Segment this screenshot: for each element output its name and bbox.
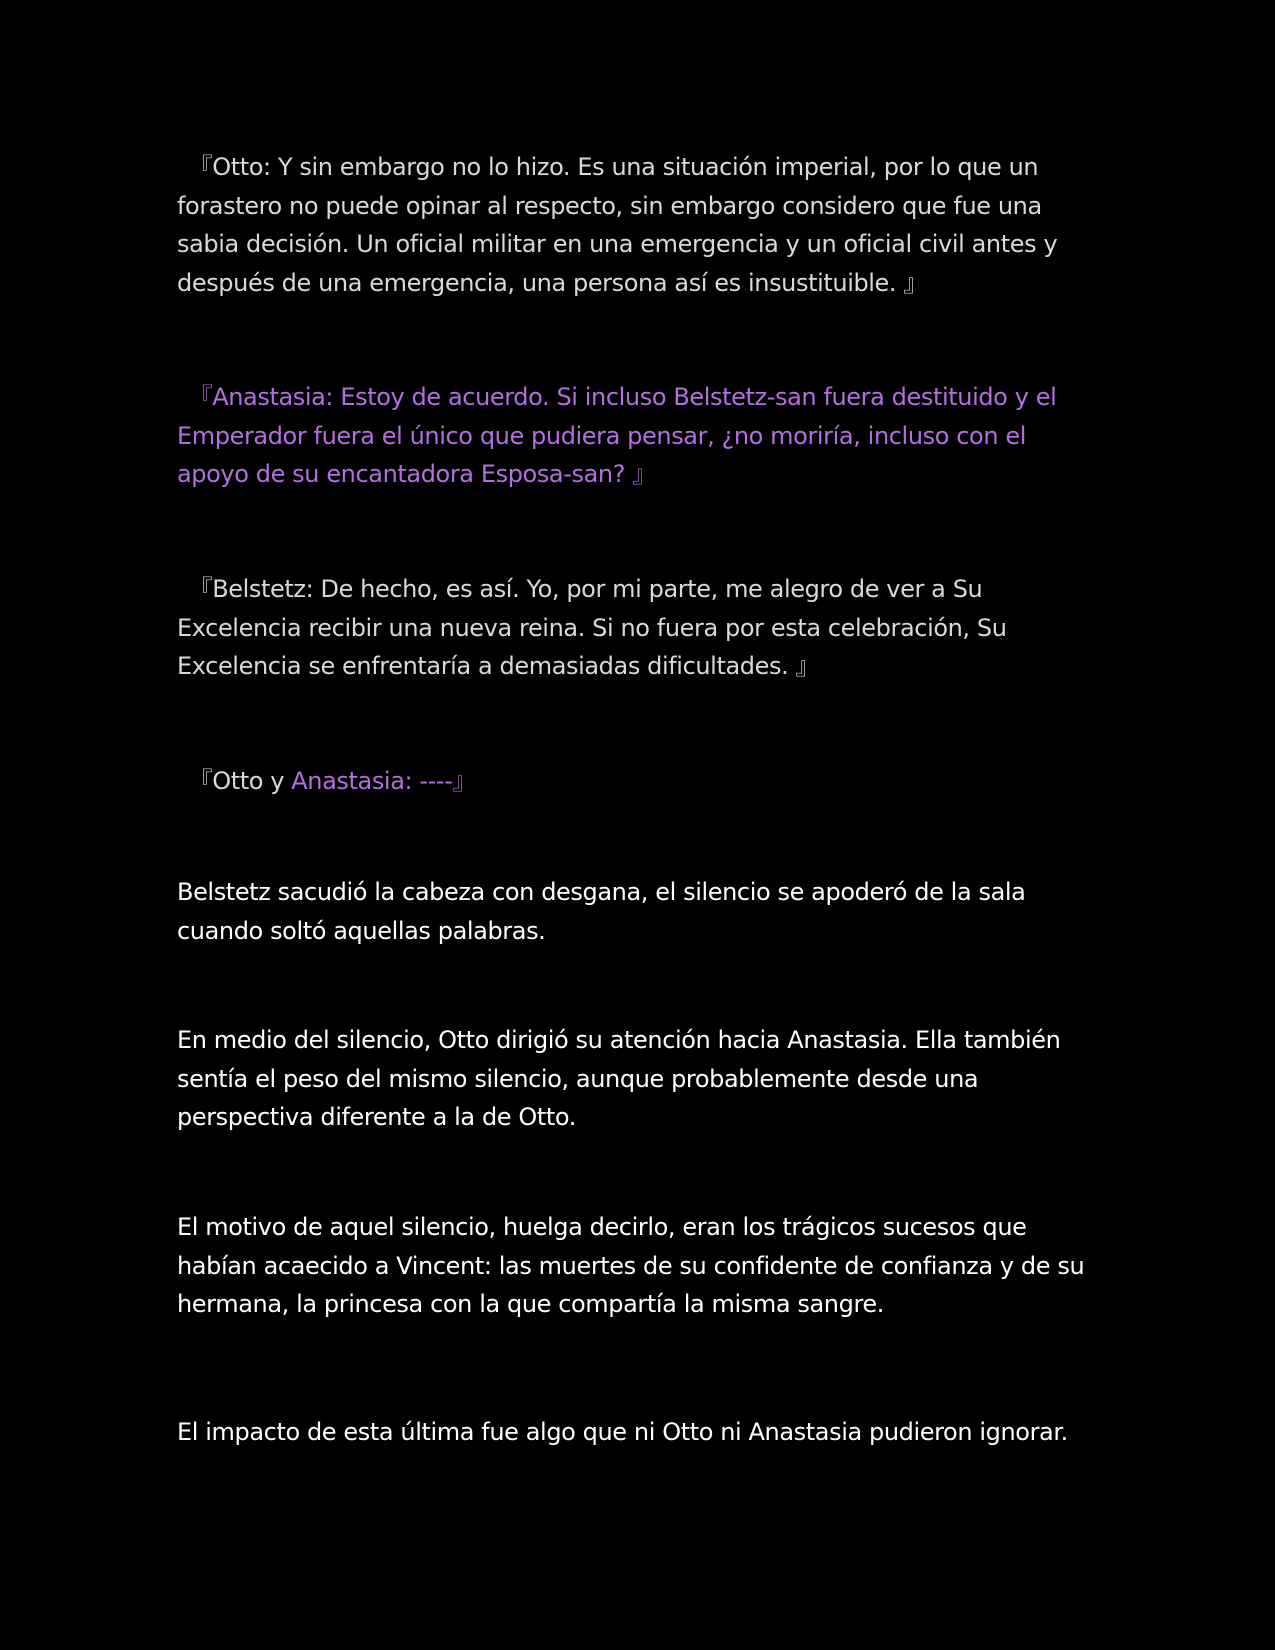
dialogue-joint-prefix: 『Otto y xyxy=(177,767,292,795)
narration-paragraph: El impacto de esta última fue algo que ni Otto ni Anastasia pudieron ignorar. xyxy=(177,1418,1068,1446)
narration-paragraph: El motivo de aquel silencio, huelga decirlo, eran los trágicos sucesos que habían acaecido a Vincent: las muertes de su confidente de confianza y de su hermana, la princesa con la que compartía la misma sangre. xyxy=(177,1213,1085,1318)
dialogue-otto: 『Otto: Y sin embargo no lo hizo. Es una situación imperial, por lo que un forastero no puede opinar al respecto, sin embargo considero que fue una sabia decisión. Un oficial militar en una emergencia y un oficial civil antes y después de una emergencia, una persona así es insustituible. 』 xyxy=(177,153,1058,297)
narration-paragraph: En medio del silencio, Otto dirigió su atención hacia Anastasia. Ella también sentía el peso del mismo silencio, aunque probablemente desde una perspectiva diferente a la de Otto. xyxy=(177,1026,1061,1131)
dialogue-joint-anastasia: Anastasia: ----』 xyxy=(291,767,477,795)
dialogue-otto-and-anastasia xyxy=(177,762,1097,801)
dialogue-belstetz: 『Belstetz: De hecho, es así. Yo, por mi parte, me alegro de ver a Su Excelencia recibir una nueva reina. Si no fuera por esta celebración, Su Excelencia se enfrentaría a demasiadas dificultades. 』 xyxy=(177,575,1007,680)
narration-paragraph: Belstetz sacudió la cabeza con desgana, el silencio se apoderó de la sala cuando soltó aquellas palabras. xyxy=(177,878,1026,945)
dialogue-anastasia: 『Anastasia: Estoy de acuerdo. Si incluso Belstetz-san fuera destituido y el Emperador fuera el único que pudiera pensar, ¿no moriría, incluso con el apoyo de su encantadora Esposa-san? 』 xyxy=(177,383,1057,488)
